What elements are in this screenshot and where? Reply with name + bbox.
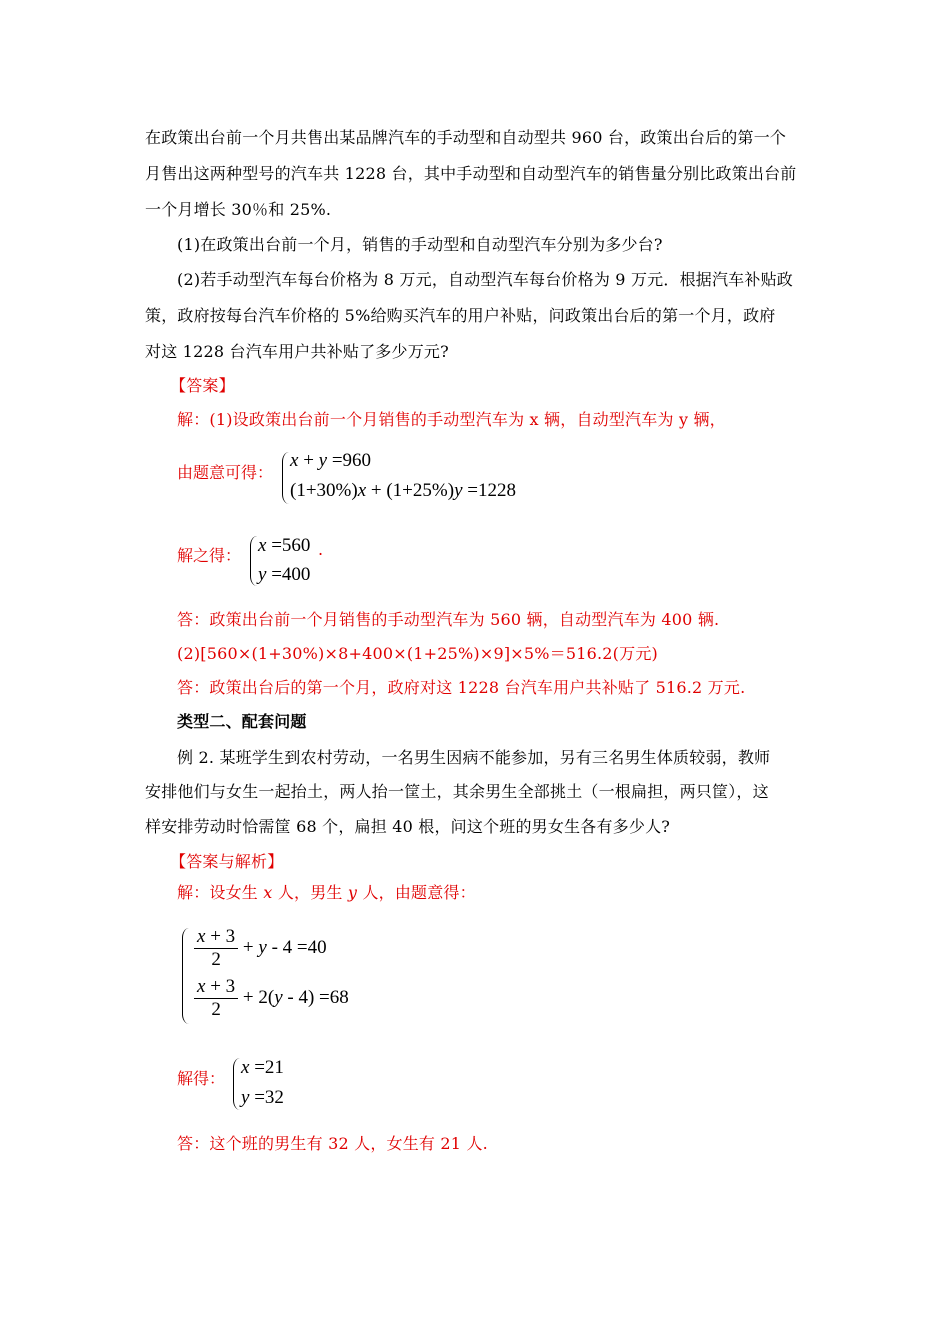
fraction: $\frac{x + 3}{2}$	[194, 926, 238, 971]
solution-period: .	[318, 540, 324, 559]
section-title: 类型二、配套问题	[177, 712, 307, 731]
left-brace	[282, 452, 289, 504]
equation-label: 由题意可得：	[177, 463, 274, 482]
conclusion-1: 答：政策出台前一个月销售的手动型汽车为 560 辆，自动型汽车为 400 辆.	[177, 610, 720, 629]
solution-label-2: 解得：	[177, 1069, 226, 1088]
fraction-equation-1: $\frac{x + 3}{2}$ + y - 4 =40	[194, 926, 327, 971]
question-2-line-2: 策，政府按每台汽车价格的 5%给购买汽车的用户补贴，问政策出台后的第一个月，政府	[145, 306, 776, 325]
question-2-line-3: 对这 1228 台汽车用户共补贴了多少万元?	[145, 342, 449, 361]
problem-line-3: 一个月增长 30％和 25%.	[145, 200, 332, 219]
section2-conclusion: 答：这个班的男生有 32 人，女生有 21 人.	[177, 1134, 488, 1153]
left-brace-top	[182, 928, 189, 978]
solution-y: y =400	[258, 564, 311, 585]
left-brace-bottom	[182, 976, 189, 1024]
solution-x-2: x =21	[241, 1057, 284, 1078]
example-line-1: 例 2. 某班学生到农村劳动，一名男生因病不能参加，另有三名男生体质较弱，教师	[177, 748, 771, 767]
fraction-equation-2: $\frac{x + 3}{2}$ + 2(y - 4) =68	[194, 976, 349, 1021]
answer-solve-line: 解：(1)设政策出台前一个月销售的手动型汽车为 x 辆，自动型汽车为 y 辆，	[177, 410, 726, 429]
problem-line-1: 在政策出台前一个月共售出某品牌汽车的手动型和自动型共 960 台，政策出台后的第一个	[145, 128, 787, 147]
solution-y-2: y =32	[241, 1087, 284, 1108]
question-1: (1)在政策出台前一个月，销售的手动型和自动型汽车分别为多少台?	[177, 235, 663, 254]
equation-1: x + y =960	[290, 450, 372, 471]
question-2-line-1: (2)若手动型汽车每台价格为 8 万元，自动型汽车每台价格为 9 万元．根据汽车补贴政	[177, 270, 793, 289]
example-line-2: 安排他们与女生一起抬土，两人抬一筐土，其余男生全部挑土（一根扁担，两只筐），这	[145, 782, 769, 801]
solution-x: x =560	[258, 535, 311, 556]
left-brace	[233, 1058, 240, 1110]
answer-heading: 【答案】	[170, 376, 235, 395]
fraction: $\frac{x + 3}{2}$	[194, 976, 238, 1021]
problem-line-2: 月售出这两种型号的汽车共 1228 台，其中手动型和自动型汽车的销售量分别比政策出台前	[145, 164, 797, 183]
calculation-line: (2)[560×(1+30%)×8+400×(1+25%)×9]×5%＝516.2(万元)	[177, 644, 658, 663]
equation-2: (1+30%)x + (1+25%)y =1228	[290, 480, 516, 501]
section2-solve-line: 解：设女生 x 人，男生 y 人，由题意得：	[177, 883, 476, 902]
conclusion-2: 答：政策出台后的第一个月，政府对这 1228 台汽车用户共补贴了 516.2 万元.	[177, 678, 746, 697]
left-brace	[250, 536, 257, 586]
answer-analysis-heading: 【答案与解析】	[170, 852, 284, 871]
solution-label: 解之得：	[177, 546, 242, 565]
example-line-3: 样安排劳动时恰需筐 68 个，扁担 40 根，问这个班的男女生各有多少人?	[145, 817, 671, 836]
